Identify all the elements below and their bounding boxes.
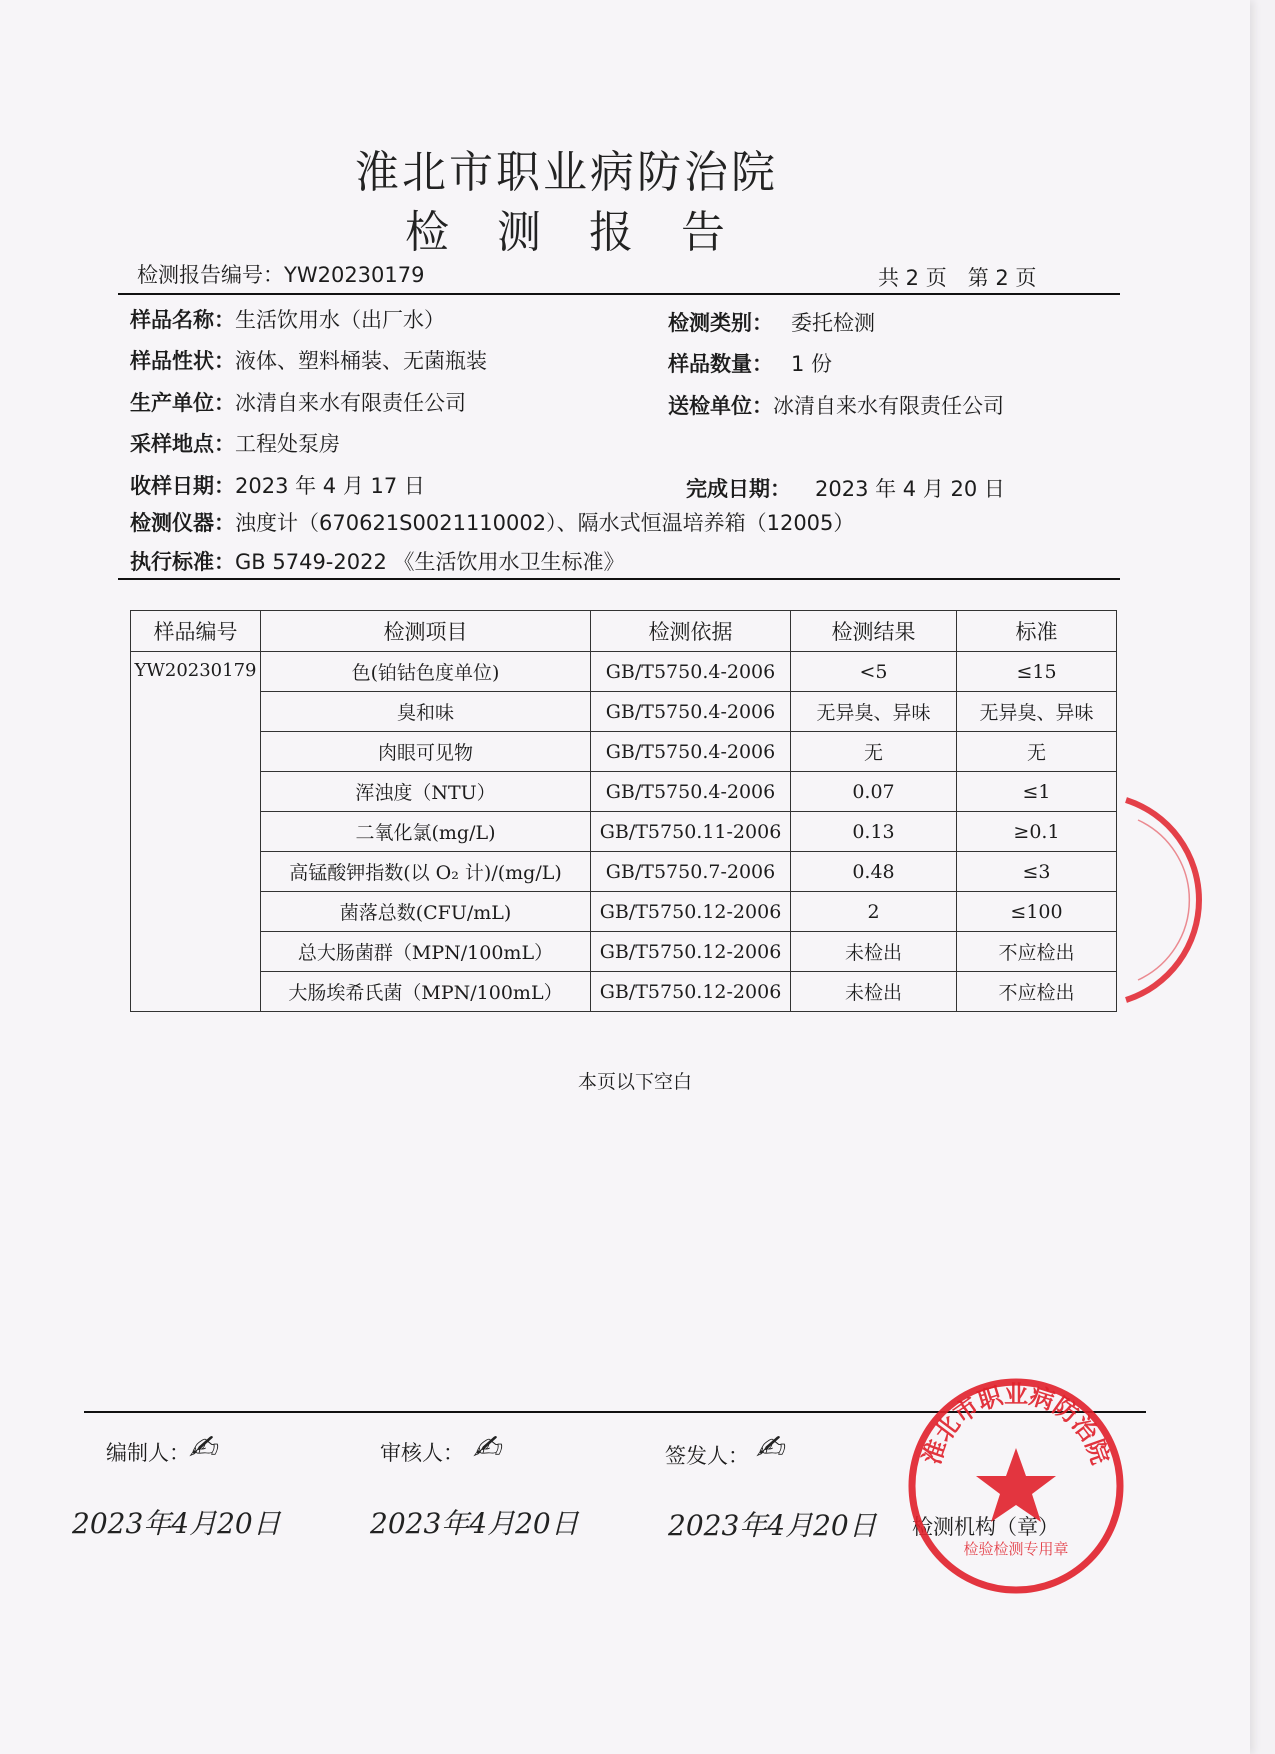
producer-row: 生产单位：冰清自来水有限责任公司 xyxy=(130,391,466,415)
item-cell: 高锰酸钾指数(以 O₂ 计)/(mg/L) xyxy=(261,852,591,892)
result-cell: 0.07 xyxy=(791,772,957,812)
table-row xyxy=(131,652,1117,692)
compiler-label: 编制人： xyxy=(106,1441,190,1465)
seal-text: 淮北市职业病防治院 xyxy=(917,1380,1115,1468)
submitter-row: 送检单位：冰清自来水有限责任公司 xyxy=(668,394,1004,418)
item-cell: 浑浊度（NTU） xyxy=(261,772,591,812)
method-cell: GB/T5750.12-2006 xyxy=(591,892,791,932)
table-row xyxy=(131,852,1117,892)
method-cell: GB/T5750.12-2006 xyxy=(591,932,791,972)
table-row xyxy=(131,932,1117,972)
limit-cell: ≥0.1 xyxy=(957,812,1117,852)
method-cell: GB/T5750.4-2006 xyxy=(591,732,791,772)
issuer-date: 2023年4月20日 xyxy=(668,1509,877,1542)
item-cell: 菌落总数(CFU/mL) xyxy=(261,892,591,932)
result-cell: 2 xyxy=(791,892,957,932)
sample-id-cell: YW20230179 xyxy=(131,652,261,1012)
table-row xyxy=(131,812,1117,852)
blank-below-note: 本页以下空白 xyxy=(578,1071,693,1093)
instrument: 浊度计（670621S0021110002）、隔水式恒温培养箱（12005） xyxy=(235,511,855,535)
method-cell: GB/T5750.7-2006 xyxy=(591,852,791,892)
compiler-date: 2023年4月20日 xyxy=(72,1507,281,1540)
official-seal xyxy=(900,1370,1132,1602)
received-row: 收样日期：2023 年 4 月 17 日 xyxy=(130,474,425,498)
institution-title: 淮北市职业病防治院 xyxy=(355,147,778,198)
item-cell: 色(铂钴色度单位) xyxy=(261,652,591,692)
result-cell: 未检出 xyxy=(791,972,957,1012)
limit-cell: ≤3 xyxy=(957,852,1117,892)
limit-cell: ≤15 xyxy=(957,652,1117,692)
method-cell: GB/T5750.4-2006 xyxy=(591,692,791,732)
sample-name-row: 样品名称：生活饮用水（出厂水） xyxy=(130,308,445,332)
col-header: 标准 xyxy=(957,611,1117,652)
location-row: 采样地点：工程处泵房 xyxy=(130,432,340,456)
org-stamp-label: 检测机构（章） xyxy=(912,1515,1059,1539)
item-cell: 总大肠菌群（MPN/100mL） xyxy=(261,932,591,972)
method-cell: GB/T5750.4-2006 xyxy=(591,772,791,812)
report-number-value: YW20230179 xyxy=(284,263,425,287)
completed-row: 完成日期： 2023 年 4 月 20 日 xyxy=(686,477,1005,501)
sample-name: 生活饮用水（出厂水） xyxy=(235,308,445,332)
col-header: 检测项目 xyxy=(261,611,591,652)
compiler-signature: ✍︎ xyxy=(188,1428,217,1468)
reviewer-label: 审核人： xyxy=(380,1441,464,1465)
table-row xyxy=(131,972,1117,1012)
table-row xyxy=(131,732,1117,772)
issuer-label: 签发人： xyxy=(665,1444,749,1468)
sampling-location: 工程处泵房 xyxy=(235,432,340,456)
col-header: 检测依据 xyxy=(591,611,791,652)
report-number-label: 检测报告编号： xyxy=(137,263,284,287)
reviewer-date: 2023年4月20日 xyxy=(370,1507,579,1540)
result-cell: 无 xyxy=(791,732,957,772)
sample-qty-row: 样品数量： 1 份 xyxy=(668,352,833,376)
item-cell: 二氧化氯(mg/L) xyxy=(261,812,591,852)
issuer-signature: ✍︎ xyxy=(755,1428,784,1468)
info-rule xyxy=(118,578,1120,580)
standard: GB 5749-2022 《生活饮用水卫生标准》 xyxy=(235,550,625,574)
table-row xyxy=(131,892,1117,932)
table-row xyxy=(131,692,1117,732)
report-title: 检测报告 xyxy=(405,207,773,258)
limit-cell: 不应检出 xyxy=(957,932,1117,972)
method-cell: GB/T5750.4-2006 xyxy=(591,652,791,692)
table-row xyxy=(131,772,1117,812)
item-cell: 臭和味 xyxy=(261,692,591,732)
standard-row: 执行标准：GB 5749-2022 《生活饮用水卫生标准》 xyxy=(130,550,625,574)
limit-cell: 无异臭、异味 xyxy=(957,692,1117,732)
test-type-row: 检测类别： 委托检测 xyxy=(668,311,875,335)
sample-state: 液体、塑料桶装、无菌瓶装 xyxy=(235,349,487,373)
submitter: 冰清自来水有限责任公司 xyxy=(773,394,1004,418)
sample-state-row: 样品性状：液体、塑料桶装、无菌瓶装 xyxy=(130,349,487,373)
method-cell: GB/T5750.11-2006 xyxy=(591,812,791,852)
table-header-row xyxy=(131,611,1117,652)
limit-cell: 无 xyxy=(957,732,1117,772)
edge-seal-partial xyxy=(1118,790,1250,1010)
result-cell: 无异臭、异味 xyxy=(791,692,957,732)
sample-qty: 1 份 xyxy=(791,352,833,376)
test-type: 委托检测 xyxy=(791,311,875,335)
limit-cell: ≤100 xyxy=(957,892,1117,932)
result-cell: 未检出 xyxy=(791,932,957,972)
result-cell: 0.48 xyxy=(791,852,957,892)
instrument-row: 检测仪器：浊度计（670621S0021110002）、隔水式恒温培养箱（12005） xyxy=(130,511,855,535)
page-count: 共 2 页 第 2 页 xyxy=(878,266,1037,290)
col-header: 检测结果 xyxy=(791,611,957,652)
producer: 冰清自来水有限责任公司 xyxy=(235,391,466,415)
received-date: 2023 年 4 月 17 日 xyxy=(235,474,425,498)
seal-subtext: 检验检测专用章 xyxy=(963,1540,1069,1558)
completed-date: 2023 年 4 月 20 日 xyxy=(815,477,1005,501)
reviewer-signature: ✍︎ xyxy=(472,1428,501,1468)
item-cell: 肉眼可见物 xyxy=(261,732,591,772)
result-cell: <5 xyxy=(791,652,957,692)
item-cell: 大肠埃希氏菌（MPN/100mL） xyxy=(261,972,591,1012)
results-table xyxy=(130,610,1117,1012)
report-number xyxy=(137,259,424,289)
col-header: 样品编号 xyxy=(131,611,261,652)
method-cell: GB/T5750.12-2006 xyxy=(591,972,791,1012)
limit-cell: ≤1 xyxy=(957,772,1117,812)
limit-cell: 不应检出 xyxy=(957,972,1117,1012)
header-rule xyxy=(118,293,1120,295)
result-cell: 0.13 xyxy=(791,812,957,852)
